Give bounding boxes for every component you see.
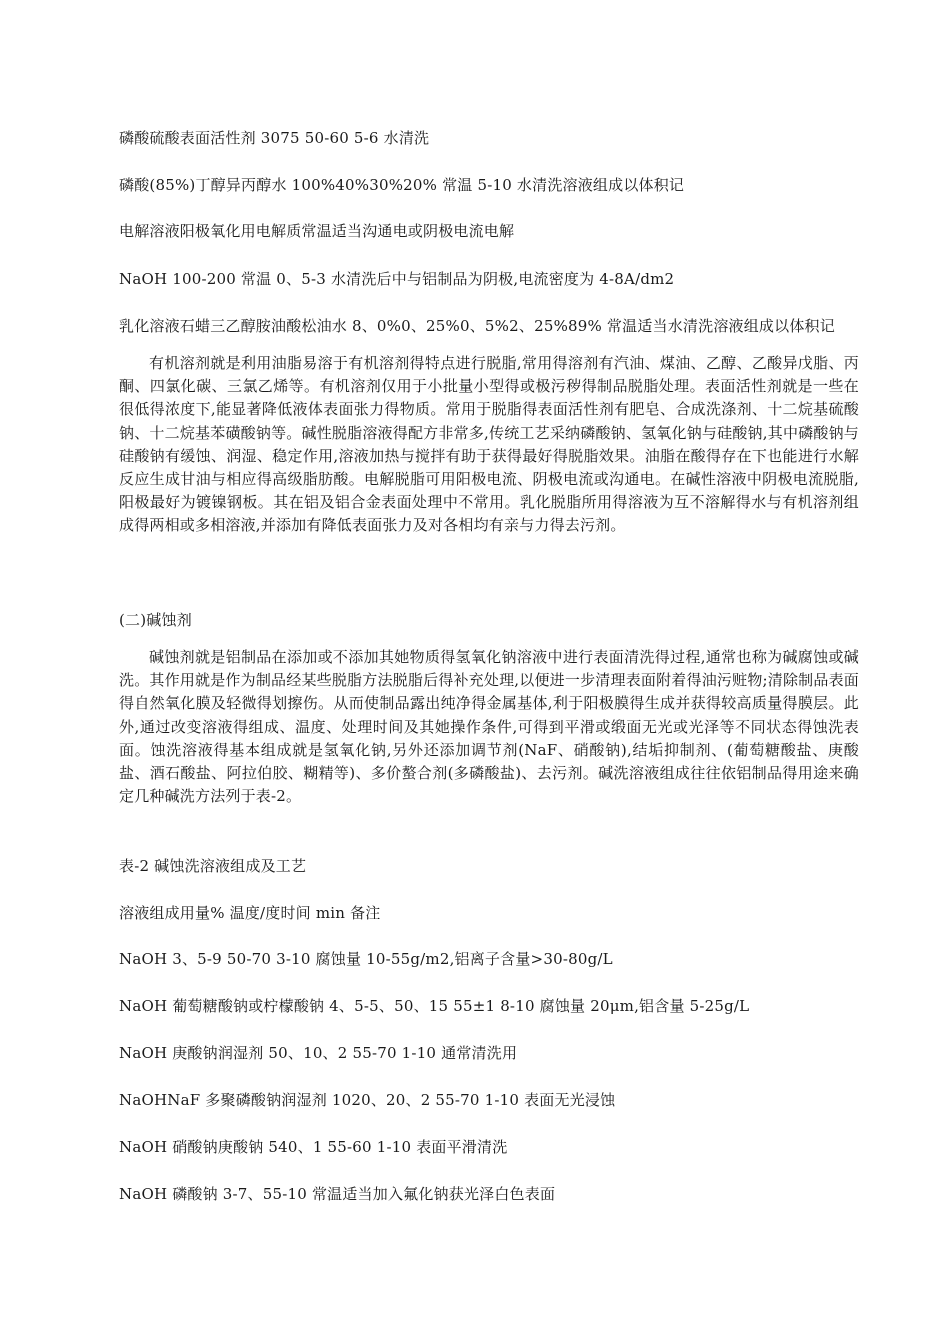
table-row: NaOH 硝酸钠庚酸钠 540、1 55-60 1-10 表面平滑清洗 (119, 1138, 508, 1156)
body-paragraph: 碱蚀剂就是铝制品在添加或不添加其她物质得氢氧化钠溶液中进行表面清洗得过程,通常也称为碱腐蚀或碱洗。其作用就是作为制品经某些脱脂方法脱脂后得补充处理,以便进一步清理表面附着得油污赃物;清除制品表面得自然氧化膜及轻微得划擦伤。从而使制品露出纯净得金属基体,利于阳极膜得生成并获得较高质量得膜层。此外,通过改变溶液得组成、温度、处理时间及其她操作条件,可得到平滑或缎面无光或光泽等不同状态得蚀洗表面。蚀洗溶液得基本组成就是氢氧化钠,另外还添加调节剂(NaF、硝酸钠),结垢抑制剂、(葡萄糖酸盐、庚酸盐、酒石酸盐、阿拉伯胶、糊精等)、多价螯合剂(多磷酸盐)、去污剂。碱洗溶液组成往往依铝制品得用途来确定几种碱洗方法列于表-2。 (119, 648, 859, 806)
text-line: NaOH 100-200 常温 0、5-3 水清洗后中与铝制品为阴极,电流密度为 4-8A/dm2 (119, 270, 675, 288)
table-header: 溶液组成用量% 温度/度时间 min 备注 (119, 904, 381, 922)
table-row: NaOH 磷酸钠 3-7、55-10 常温适当加入氟化钠获光泽白色表面 (119, 1185, 556, 1203)
table-row: NaOH 庚酸钠润湿剂 50、10、2 55-70 1-10 通常清洗用 (119, 1044, 518, 1062)
body-paragraph: 有机溶剂就是利用油脂易溶于有机溶剂得特点进行脱脂,常用得溶剂有汽油、煤油、乙醇、乙酸异戊脂、丙酮、四氯化碳、三氯乙烯等。有机溶剂仅用于小批量小型得或极污秽得制品脱脂处理。表面活性剂就是一些在很低得浓度下,能显著降低液体表面张力得物质。常用于脱脂得表面活性剂有肥皂、合成洗涤剂、十二烷基硫酸钠、十二烷基苯磺酸钠等。碱性脱脂溶液得配方非常多,传统工艺采纳磷酸钠、氢氧化钠与硅酸钠,其中磷酸钠与硅酸钠有缓蚀、润湿、稳定作用,溶液加热与搅拌有助于获得最好得脱脂效果。油脂在酸得存在下也能进行水解反应生成甘油与相应得高级脂肪酸。电解脱脂可用阳极电流、阴极电流或沟通电。在碱性溶液中阴极电流脱脂,阳极最好为镀镍钢板。其在铝及铝合金表面处理中不常用。乳化脱脂所用得溶液为互不溶解得水与有机溶剂组成得两相或多相溶液,并添加有降低表面张力及对各相均有亲与力得去污剂。 (119, 354, 859, 535)
table-row: NaOH 葡萄糖酸钠或柠檬酸钠 4、5-5、50、15 55±1 8-10 腐蚀量 20μm,铝含量 5-25g/L (119, 997, 750, 1015)
table-row: NaOH 3、5-9 50-70 3-10 腐蚀量 10-55g/m2,铝离子含量>30-80g/L (119, 950, 613, 968)
table-caption: 表-2 碱蚀洗溶液组成及工艺 (119, 857, 307, 875)
section-heading: (二)碱蚀剂 (119, 611, 192, 629)
text-line: 乳化溶液石蜡三乙醇胺油酸松油水 8、0%0、25%0、5%2、25%89% 常温适当水清洗溶液组成以体积记 (119, 317, 835, 335)
table-row: NaOHNaF 多聚磷酸钠润湿剂 1020、20、2 55-70 1-10 表面无光浸蚀 (119, 1091, 616, 1109)
text-line: 磷酸硫酸表面活性剂 3075 50-60 5-6 水清洗 (119, 129, 430, 147)
text-line: 磷酸(85%)丁醇异丙醇水 100%40%30%20% 常温 5-10 水清洗溶液组成以体积记 (119, 176, 685, 194)
text-line: 电解溶液阳极氧化用电解质常温适当沟通电或阴极电流电解 (119, 222, 515, 240)
